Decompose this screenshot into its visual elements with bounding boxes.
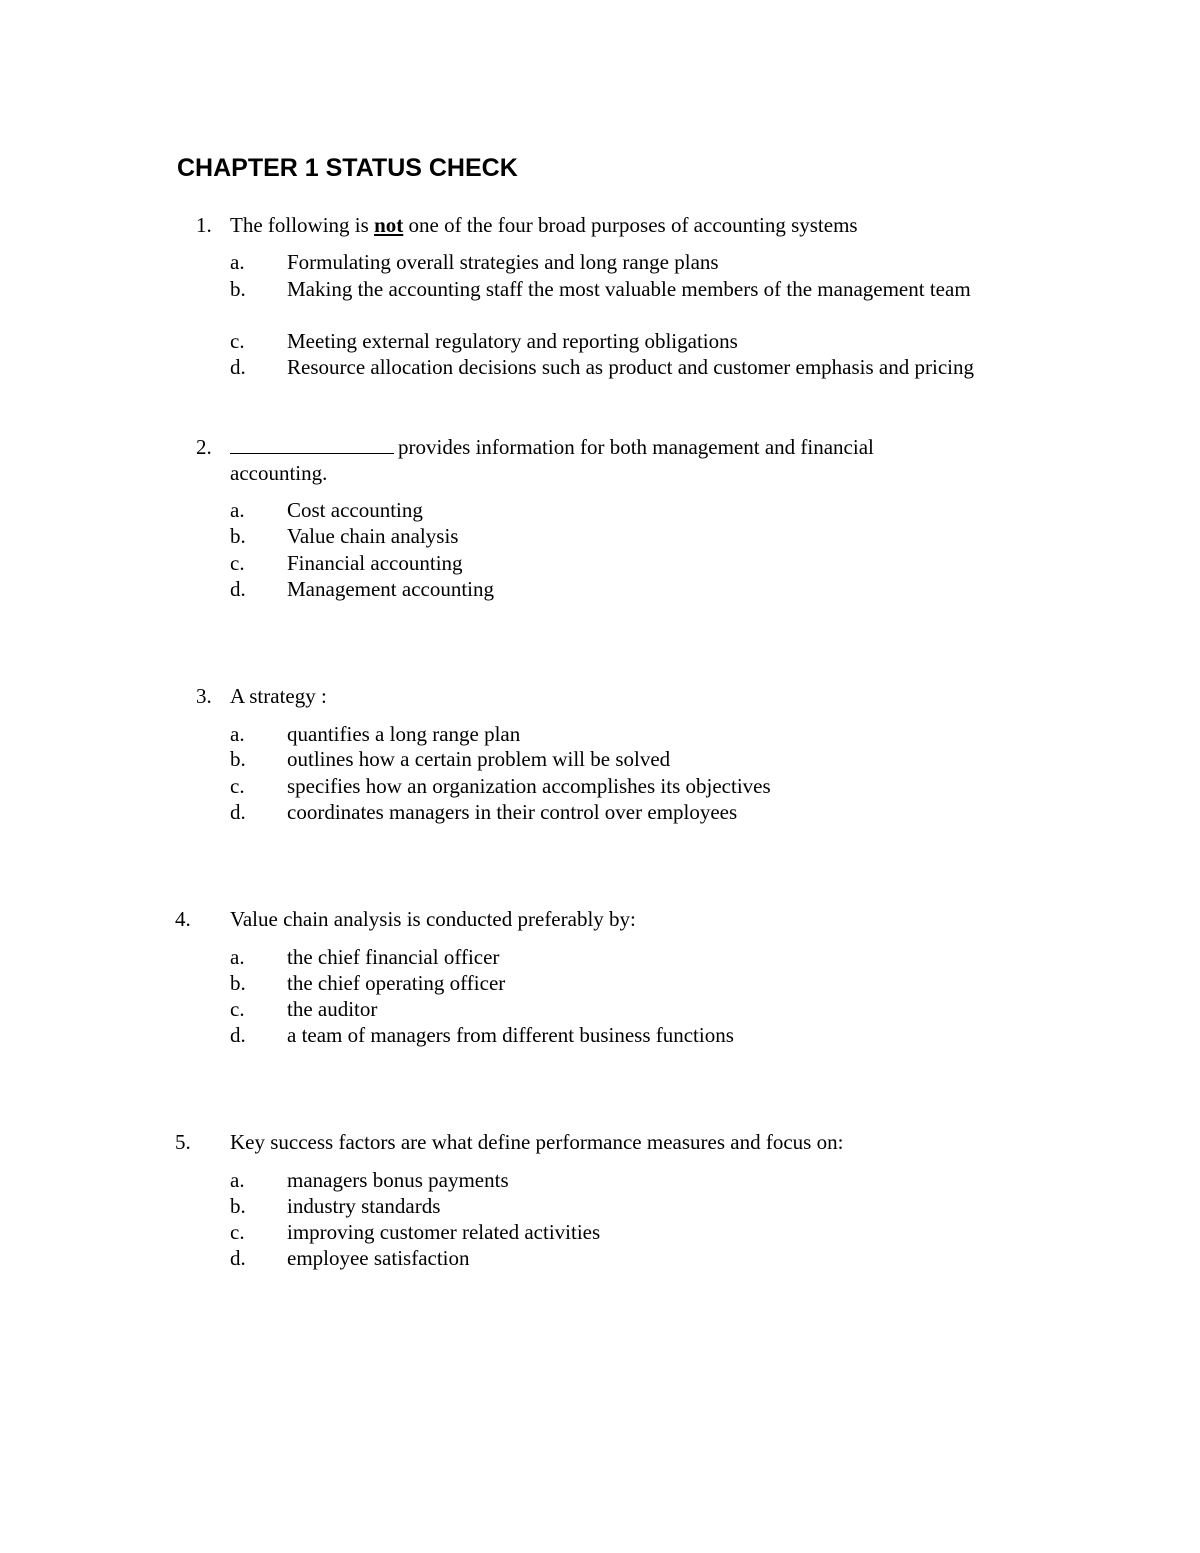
option-letter: d. — [230, 1023, 246, 1047]
option-letter: a. — [230, 1168, 245, 1192]
option-text: Making the accounting staff the most valuable members of the management team — [287, 277, 971, 301]
option-letter: c. — [230, 997, 245, 1021]
option-letter: a. — [230, 945, 245, 969]
option-text: Financial accounting — [287, 551, 463, 575]
question-stem: provides information for both management and financial — [230, 434, 874, 460]
option-text: improving customer related activities — [287, 1220, 601, 1244]
option-text: the auditor — [287, 997, 378, 1021]
option-letter: d. — [230, 577, 246, 601]
option-text: industry standards — [287, 1194, 441, 1218]
option-letter: c. — [230, 551, 245, 575]
option-letter: c. — [230, 774, 245, 798]
option-text: quantifies a long range plan — [287, 722, 521, 746]
option-letter: b. — [230, 747, 246, 771]
question-stem: Key success factors are what define performance measures and focus on: — [230, 1130, 844, 1154]
option-letter: d. — [230, 1246, 246, 1270]
option-text: specifies how an organization accomplishes its objectives — [287, 774, 771, 798]
option-text: Resource allocation decisions such as product and customer emphasis and pricing — [287, 355, 974, 379]
option-text: Cost accounting — [287, 498, 423, 522]
option-letter: b. — [230, 524, 246, 548]
option-letter: b. — [230, 277, 246, 301]
page-title: CHAPTER 1 STATUS CHECK — [177, 154, 518, 182]
option-letter: d. — [230, 355, 246, 379]
question-stem-continued: accounting. — [230, 461, 328, 485]
option-text: Meeting external regulatory and reporting obligations — [287, 329, 738, 353]
option-text: the chief financial officer — [287, 945, 500, 969]
question-stem: Value chain analysis is conducted preferably by: — [230, 907, 636, 931]
option-text: employee satisfaction — [287, 1246, 470, 1270]
option-letter: c. — [230, 329, 245, 353]
option-letter: d. — [230, 800, 246, 824]
option-text: Management accounting — [287, 577, 495, 601]
option-letter: c. — [230, 1220, 245, 1244]
question-number: 1. — [196, 213, 212, 237]
option-letter: b. — [230, 971, 246, 995]
option-text: Formulating overall strategies and long range plans — [287, 250, 719, 274]
option-letter: a. — [230, 722, 245, 746]
option-letter: a. — [230, 250, 245, 274]
question-number: 4. — [175, 907, 191, 931]
option-text: coordinates managers in their control over employees — [287, 800, 738, 824]
fill-in-blank — [230, 434, 394, 454]
emphasis-not: not — [374, 213, 404, 237]
option-text: a team of managers from different business functions — [287, 1023, 734, 1047]
question-number: 2. — [196, 435, 212, 459]
option-text: the chief operating officer — [287, 971, 506, 995]
question-stem: A strategy : — [230, 684, 327, 708]
option-text: Value chain analysis — [287, 524, 459, 548]
question-stem: The following is not one of the four broad purposes of accounting systems — [230, 213, 858, 237]
option-text: managers bonus payments — [287, 1168, 509, 1192]
option-letter: b. — [230, 1194, 246, 1218]
option-letter: a. — [230, 498, 245, 522]
question-number: 3. — [196, 684, 212, 708]
option-text: outlines how a certain problem will be solved — [287, 747, 671, 771]
question-number: 5. — [175, 1130, 191, 1154]
